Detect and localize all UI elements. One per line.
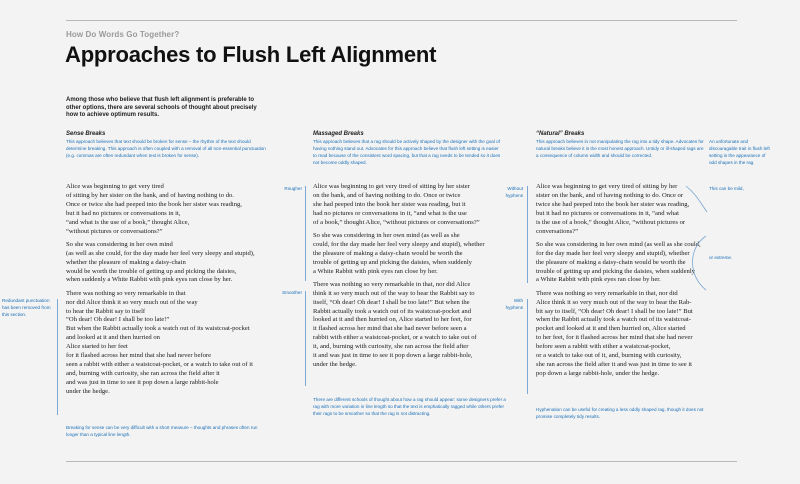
- intro-paragraph: Among those who believe that flush left alignment is preferable to other options, there are several schools of thought about precisely how to achieve optimum results.: [66, 97, 257, 119]
- sample-paragraph: [536, 290, 701, 379]
- text-line: it and was just in time to see it pop down a large rabbit-hole,: [313, 352, 473, 360]
- text-line: had no pictures or conversations in it, “and what is the use: [313, 209, 467, 217]
- text-line: So she was considering in her own mind (as well as she: [313, 231, 460, 239]
- text-line: the pleasure of making a daisy-chain would be worth the: [536, 258, 686, 266]
- text-line: when suddenly a White Rabbit with pink eyes ran close by her.: [66, 276, 233, 284]
- text-line: the pleasure of making a daisy-chain would be worth the: [313, 249, 463, 257]
- text-line: bit say to itself, “Oh dear! Oh dear! I shall be too late!” But: [536, 307, 693, 315]
- bracket-line: [305, 186, 306, 281]
- label-rougher: Rougher: [284, 186, 302, 191]
- right-note-mild: This can be mild,: [709, 186, 744, 191]
- sample-paragraph: [66, 241, 255, 286]
- text-line: Once or twice she had peeped into the book her sister was reading,: [66, 200, 242, 208]
- text-line: for the day made her feel very sleepy and stupid), whether: [536, 249, 690, 257]
- column-heading-natural: “Natural” Breaks: [536, 131, 585, 137]
- text-line: So she was considering in her own mind (as well as she could,: [536, 240, 701, 248]
- text-line: “without pictures or conversations?”: [66, 227, 163, 235]
- text-line: and, burning with curiosity, she ran across the field after it: [66, 369, 220, 377]
- text-line: but it had no pictures or conversations in it, “and what: [536, 209, 680, 217]
- sample-paragraph: [536, 183, 701, 236]
- text-line: think it so very much out of the way to hear the Rabbit say to: [313, 289, 475, 297]
- text-line: but it had no pictures or conversations in it,: [66, 209, 181, 217]
- text-line: “Oh dear! Oh dear! I shall be too late!”: [66, 316, 170, 324]
- sample-paragraph: [313, 183, 485, 228]
- text-line: itself, “Oh dear! Oh dear! I shall be too late!” But when the: [313, 298, 470, 306]
- text-line: There was nothing so very remarkable in that: [66, 289, 186, 297]
- sample-paragraph: [536, 241, 701, 286]
- text-line: she ran across the field after it and was just in time to see it: [536, 361, 693, 368]
- text-line: to hear the Rabbit say to itself: [66, 307, 146, 315]
- bottom-rule: [66, 461, 737, 462]
- right-note-odd-shapes: An unfortunate and discouragable trait in flush left setting is the appearance of odd shapes in the rag.: [709, 139, 770, 165]
- bottom-note-natural: Hyphenation can be useful for creating a less oddly shaped rag, though it does not promise completely tidy results.: [536, 407, 704, 419]
- bracket-line: [57, 299, 58, 415]
- bottom-note-massaged: There are different schools of thought about how a rag should appear: some designers prefer a rag with more variation in line length so that the text is emphatically ragged while others prefer their rags to be smoother so that the rag is not distracting.: [313, 397, 506, 416]
- text-line: could, for the day made her feel very sleepy and stupid), whether: [313, 240, 485, 248]
- text-line: Rabbit actually took a watch out of its waistcoat-pocket and: [313, 307, 472, 315]
- bracket-line: [527, 299, 528, 394]
- text-line: sister on the bank, and of having nothing to do. Once or: [536, 191, 684, 199]
- text-sample-sense: [66, 183, 255, 401]
- text-line: Alice was beginning to get very tired: [66, 183, 164, 190]
- text-line: whether the pleasure of making a daisy-chain: [66, 258, 186, 266]
- text-line: under the hedge.: [313, 361, 357, 368]
- text-line: twice she had peeped into the book her sister was reading,: [536, 200, 690, 208]
- text-line: it, and, burning with curiosity, she ran across the field after: [313, 343, 469, 351]
- text-line: and was just in time to see it pop down a large rabbit-hole: [66, 378, 219, 386]
- text-line: would be worth the trouble of getting up and picking the daisies,: [66, 267, 237, 275]
- text-line: conversations?”: [536, 227, 579, 235]
- column-heading-massaged: Massaged Breaks: [313, 131, 364, 137]
- text-line: trouble of getting up and picking the daisies, when suddenly: [313, 258, 472, 266]
- text-line: nor did Alice think it so very much out of the way: [66, 298, 198, 306]
- text-line: But when the Rabbit actually took a watch out of its waistcoat-pocket: [66, 325, 250, 333]
- text-line: and looked at it and then hurried on: [66, 334, 160, 342]
- text-line: (as well as she could, for the day made her feel very sleepy and stupid),: [66, 249, 255, 257]
- text-line: There was nothing so very remarkable in that, nor did: [536, 289, 678, 297]
- text-line: under the hedge.: [66, 387, 110, 395]
- label-with-hyphens: With hyphens: [505, 298, 523, 310]
- column-note-massaged: This approach believes that a rag should be actively shaped by the designer with the goal of having nothing stand out. Advocates for this approach believe that flush left setting is easier to read because of the consistent word spacing, but that a rag needs to be tended so it does not become oddly shaped.: [313, 139, 501, 165]
- text-line: it flashed across her mind that she had never before seen a: [313, 325, 467, 333]
- text-line: to her feet, for it flashed across her mind that she had never: [536, 334, 693, 342]
- text-line: trouble of getting up and picking the daisies, when suddenly: [536, 267, 695, 275]
- text-line: “and what is the use of a book,” thought Alice,: [66, 218, 190, 226]
- bracket-line: [527, 186, 528, 283]
- text-line: pocket and looked at it and then hurried on, Alice started: [536, 325, 686, 333]
- right-note-extreme: or extreme.: [709, 255, 733, 260]
- text-line: Alice was beginning to get very tired of sitting by her sister: [313, 183, 470, 190]
- label-without-hyphens: Without hyphens: [505, 186, 523, 198]
- text-line: she had peeped into the book her sister was reading, but it: [313, 200, 466, 208]
- text-line: looked at it and then hurried on, Alice started to her feet, for: [313, 316, 472, 324]
- label-smoother: Smoother: [282, 290, 302, 295]
- text-line: a White Rabbit with pink eyes ran close by her.: [313, 267, 438, 275]
- text-line: on the bank, and of having nothing to do. Once or twice: [313, 191, 461, 199]
- bottom-note-sense: Breaking for sense can be very difficult with a short measure – thoughts and phrases often run longer than a typical line length.: [66, 425, 258, 437]
- text-line: Alice was beginning to get very tired of sitting by her: [536, 183, 678, 190]
- column-note-natural: This approach believes in not manipulating the rag into a tidy shape. Advocates for natural breaks believe it is the most honest approach. Untidy or ill-shaped rags are a consequence of column width and should be corrected.: [536, 139, 704, 158]
- sample-paragraph: [66, 183, 255, 236]
- sample-paragraph: [313, 281, 485, 370]
- sidenote-redundant-punctuation: Redundant punctuation has been removed from this section.: [2, 298, 51, 317]
- text-sample-natural: [536, 183, 701, 383]
- page-title: Approaches to Flush Left Alignment: [65, 42, 437, 67]
- text-line: There was nothing so very remarkable in that, nor did Alice: [313, 280, 471, 288]
- text-line: a White Rabbit with pink eyes ran close by her.: [536, 276, 661, 284]
- text-line: before seen a rabbit with either a waistcoat-pocket,: [536, 343, 671, 351]
- top-rule: [66, 20, 737, 21]
- sample-paragraph: [66, 290, 255, 397]
- text-line: of a book,” thought Alice, “without pictures or conversations?”: [313, 218, 480, 226]
- text-line: when the Rabbit actually took a watch out of its waistcoat-: [536, 316, 691, 324]
- column-heading-sense: Sense Breaks: [66, 131, 106, 137]
- section-eyebrow: How Do Words Go Together?: [66, 30, 180, 39]
- text-line: is the use of a book,” thought Alice, “without pictures or: [536, 218, 686, 226]
- text-line: of sitting by her sister on the bank, and of having nothing to do.: [66, 191, 234, 199]
- text-line: for it flashed across her mind that she had never before: [66, 352, 212, 360]
- text-line: rabbit with either a waistcoat-pocket, or a watch to take out of: [313, 334, 477, 342]
- text-line: Alice started to her feet: [66, 343, 128, 351]
- text-line: So she was considering in her own mind: [66, 240, 173, 248]
- text-sample-massaged: [313, 183, 485, 374]
- text-line: pop down a large rabbit-hole, under the hedge.: [536, 369, 660, 377]
- bracket-line: [305, 291, 306, 386]
- text-line: Alice think it so very much out of the way to hear the Rab-: [536, 298, 692, 306]
- sample-paragraph: [313, 232, 485, 277]
- column-note-sense: This approach believes that text should be broken for sense – the rhythm of the text should determine breaking. This approach is often coupled with a removal of all non-essential punctuation (e.g. commas are often redundant when text is broken for sense).: [66, 139, 266, 158]
- text-line: seen a rabbit with either a waistcoat-pocket, or a watch to take out of it: [66, 361, 253, 368]
- text-line: or a watch to take out of it, and, burning with curiosity,: [536, 352, 682, 360]
